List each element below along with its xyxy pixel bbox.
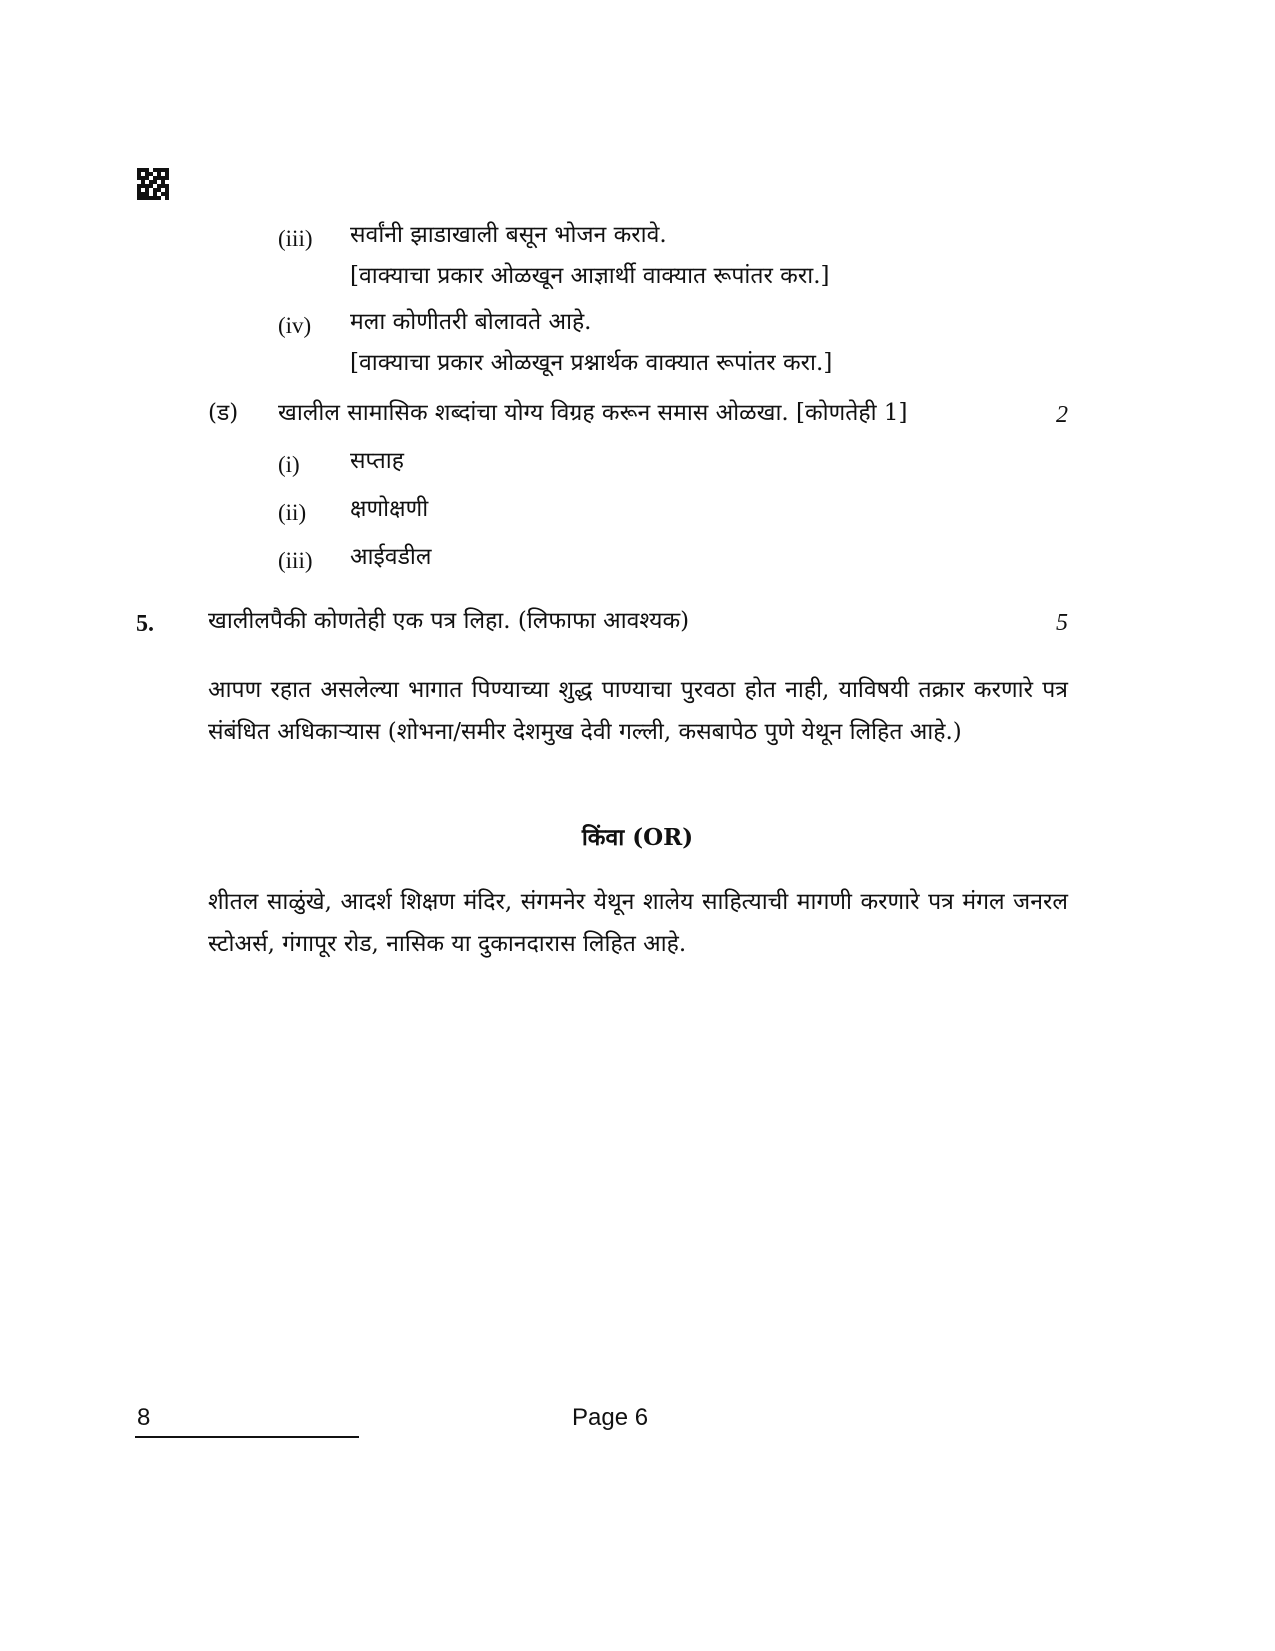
item-text: मला कोणीतरी बोलावते आहे. bbox=[350, 309, 592, 335]
question-number: 5. bbox=[136, 611, 154, 637]
item-number: (iii) bbox=[278, 226, 313, 251]
subquestion-label: (ड) bbox=[208, 400, 239, 426]
item-number: (i) bbox=[278, 452, 300, 477]
qr-code-icon bbox=[137, 168, 169, 200]
item-text: आईवडील bbox=[350, 544, 432, 570]
letter-option-2: शीतल साळुंखे, आदर्श शिक्षण मंदिर, संगमनेर येथून शालेय साहित्याची मागणी करणारे पत्र मंगल जनरल स्टोअर्स, गंगापूर रोड, नासिक या दुकानदारास लिहित आहे. bbox=[208, 889, 1068, 957]
item-text: सप्ताह bbox=[350, 448, 404, 474]
item-text: सर्वांनी झाडाखाली बसून भोजन करावे. bbox=[350, 222, 667, 248]
footer-rule bbox=[135, 1436, 359, 1438]
item-instruction: [वाक्याचा प्रकार ओळखून प्रश्नार्थक वाक्यात रूपांतर करा.] bbox=[350, 350, 833, 376]
letter-option-1: आपण रहात असलेल्या भागात पिण्याच्या शुद्ध पाण्याचा पुरवठा होत नाही, याविषयी तक्रार करणारे पत्र संबंधित अधिकाऱ्यास (शोभना/समीर देशमुख देवी गल्ली, कसबापेठ पुणे येथून लिहित आहे.) bbox=[208, 677, 1068, 745]
or-heading: किंवा (OR) bbox=[581, 824, 694, 851]
item-number: (iv) bbox=[278, 313, 312, 338]
item-instruction: [वाक्याचा प्रकार ओळखून आज्ञार्थी वाक्यात रूपांतर करा.] bbox=[350, 263, 830, 289]
question-text: खालीलपैकी कोणतेही एक पत्र लिहा. (लिफाफा आवश्यक) bbox=[208, 608, 690, 634]
marks: 5 bbox=[1056, 610, 1068, 636]
page-number: Page 6 bbox=[572, 1404, 649, 1431]
item-number: (iii) bbox=[278, 548, 313, 573]
item-text: क्षणोक्षणी bbox=[350, 496, 429, 522]
item-number: (ii) bbox=[278, 500, 307, 525]
marks: 2 bbox=[1056, 402, 1068, 428]
footer-code: 8 bbox=[137, 1404, 151, 1431]
subquestion-text: खालील सामासिक शब्दांचा योग्य विग्रह करून समास ओळखा. [कोणतेही 1] bbox=[278, 400, 908, 426]
